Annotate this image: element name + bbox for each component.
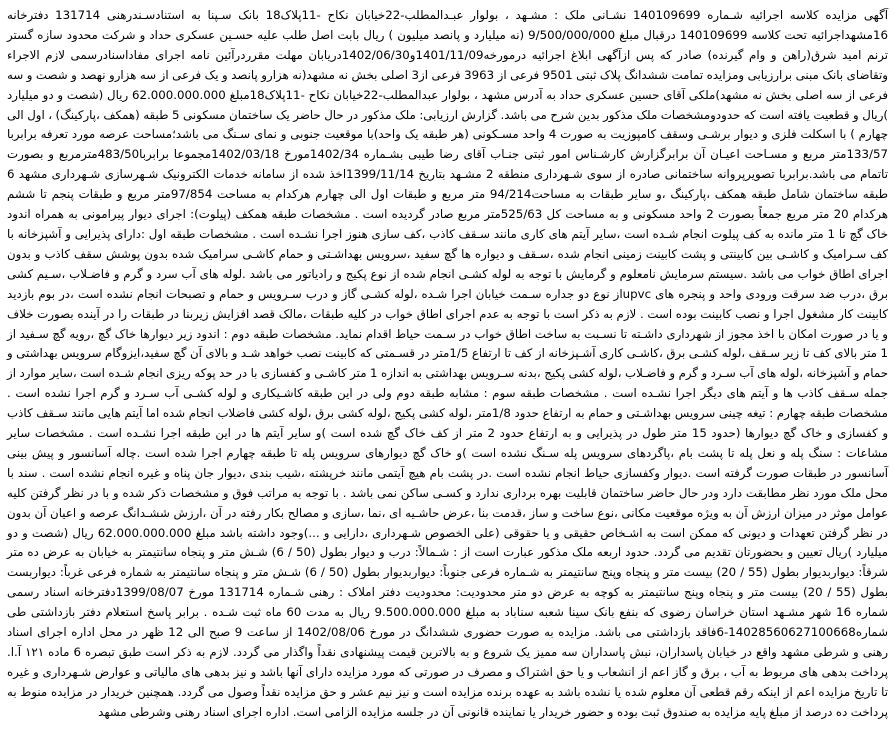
auction-notice-text: آگهی مزایده کلاسه اجرائیه شـماره 140109699 نشـانی ملک : مشـهد ، بولوار عبـدالمطلب-22خیابان نکاح -11پلاک18 بانک سـپنا به استنادسـندرهنی 131714 دفترخانه 16مشهداجرائیه تحت کلاسه 140109699 درقبال مبلغ 9/500/000/000 (نه میلیارد و پانصد میلیون ) ریال بابت اصل طلب علیه حسـین عسکری حداد و شرکت محدود سازه گستر ترنم امید شرق(راهن و وام گیرنده) صادر که پس ازآگهی ابلاغ اجرائیه درمورخه1401/11/09و1402/06/30دریابان مهلت مقرردرآئین نامه اجرای مفاداسنادرسمی لازم الاجراء وتقاضای بانک مبنی برارزیابی ومزایده تمامت ششدانگ پلاک ثبتی 9501 فرعی از 3963 فرعی از3 اصلی بخش نه مشهد(نه هزارو پانصد و یک فرعی از سه هزارو نهصد و شصت و سه فرعی از سه اصلی بخش نه مشهد)ملکی آقای حسین عسکری حداد به آدرس مشهد ، بولوار عبدالمطلب-22خیابان نکاح -11پلاک18مبلغ 62.000.000.000 ریال (شصت و دو میلیارد )ریال و قطعیت یافته است که حدودومشخصات ملک مذکور بدین شرح می باشد. گزارش ارزیابی: ملک مذکور در حال حاضر یک ساختمان مسکونی 5 طبقه (همکف ،پارکینگ) ، اول الی چهارم ) با اسکلت فلزی و دیوار برشـی وسقف کامپوزیت به صورت 4 واحد مسـکونی (هر طبقه یک واحد)با موقعیت جنوبی و نمای سـنگ می باشد؛مساحت عرصه مورد تعرفه برابربا 133/57متر مربع و مسـاحت اعیـان آن برابرگزارش کارشـناس امور ثبتی جنـاب آقای رضا طیبی بشـماره 1402/34مورخ 1402/03/18مجموعا برابربا483/50مترمربع و بصورت تاتمام می باشد.برابربا تصویرپروانه ساختمانی صادره از سوی شـهرداری منطقه 2 مشـهد بتاریخ 1399/11/14اخذ شده از سامانه خدمات الکترونیک شـهرسازی شـهرداری مشهد 6 طبقه ساختمان شامل طبقه همکف ،پارکینگ ،و سایر طبقات به مساحت94/214 متر مربع و طبقات اول الی چهارم هرکدام به مساحت 97/854متر مربع و طبقات پنجم تا ششم هرکدام 20 متر مربع جمعاً بصورت 2 واحد مسکونی و به مساحت کل 525/63متر مربع صادر گردیده است . مشخصات طبقه همکف (پیلوت): اجرای دیوار پیرامونی به همراه اندود خاک گچ تا 1 متر مانده به کف پیلوت انجام شـده است ،سایر آیتم های کاری مانند سـقف کاذب ،کف سازی هنوز اجرا نشـده است . مشخصات طبقه اول :دارای پذیرایی و آشپزخانه با کف سـرامیک و کاشـی بین کابینتی و پشت کابینت زمینی انجام شده ،سـقف و دیواره ها گچ سفید ،سرویس بهداشـتی و حمام کاشـی سرامیک شده بدون پوشش سقف کاذب و بدون اجرای اطاق خواب می باشد .سیستم سرمایش نامعلوم و گرمایش با توجه به لوله کشـی انجام شده از نوع پکیج و رادیاتور می باشد .لوله های آب سرد و گرم و فاضـلاب ،سـیم کشی برق ،درب ضد سرقت ورودی واحد و پنجره های upvcاز نوع دو جداره سـمت خیابان اجرا شـده ،لوله کشـی گاز و درب سـرویس و حمام و تصبحات انجام نشده است ،در بوم بازدید کابینت کار مشغول اجرا و نصب کابینت بوده است . لازم به ذکر است با توجه به عدم اجرای اطاق خواب در کلیه طبقات ،مالک قصد افزایش زیربنا در طبقات را در آینده بصورت خلاف و یا در صورت امکان با اخذ مجوز از شهرداری داشـته تا نسـبت به ساخت اطاق خواب در سـمت حیاط اقدام نماید. مشخصات طبقه دوم : اندود زیر دیوارها خاک گچ ،رویه گچ سـفید از 1 متر بالای کف تا زیر سـقف ،لوله کشـی برق ،کاشـی کاری آشـپزخانه از کف تا ارتفاع 1/5متر در قسـمتی که کابینت نصب خواهد شـد و بالای آن گچ سفید،ایزوگام سرویس بهداشتی و حمام و آشپزخانه ،لوله های آب سـرد و گرم و فاضـلاب ،لوله کشی پکیج ،بدنه سـرویس بهداشتی به اندازه 1 متر کاشـی و کفسازی با در حد پوکه ریزی انجام شـده است ،سایر موارد از جمله سـقف کاذب ها و آیتم های دیگر اجرا نشـده است . مشخصات طبقه سوم : مشابه طبقه دوم ولی در این طبقه کاشـیکاری و لوله کشـی آب سـرد و گرم اجرا نشده است . مشخصات طبقه چهارم : تیغه چینی سرویس بهداشـتی و حمام به ارتفاع حدود 1/8متر ،لوله کشی پکیج ،لوله کشی برق ،لوله کشی فاضلاب انجام شده اما آیتم هایی مانند سـقف کاذب و کفسازی و خاک گچ دیوارها (حدود 15 متر طول در پذیرایی و به ارتفاع حدود 2 متر از کف خاک گچ شده است )و سایر آیتم ها در این طبقه اجرا نشـده است . مشخصات سایر مشاعات : سنگ پله و نعل پله تا پشت بام ،پاگردهای سرویس پله سـنگ نشده است )و خاک گچ دیوارهای سرویس پله تا طبقه چهارم اجرا شده است .چاله آسانسور و پیش بینی آسانسور در طبقات صورت گرفته است .دیوار وکفسازی حیاط انجام نشده است .در پشت بام هیچ آیتمی مانند خرپشته ،شیب بندی ،دیوار جان پناه و غیره انجام نشده است . سند با محل ملک مورد نظر مطابقت دارد ودر حال حاضر ساختمان قابلیت بهره برداری ندارد و کسـی ساکن نمی باشد . با توجه به مراتب فوق و مشخصات ذکر شده و با در نظر گرفتن کلیه عوامل موثر در میزان ارزش آن به ویژه موقعیت مکانی ،نوع ساخت و ساز ،قدمت بنا ،عرض حاشـیه ای ،نما ،سازی و مصالح بکار رفته در آن ،ارزش ششـدانگ عرصه و اعیان آن بدون در نظر گرفتن تعهدات و دیونی که ممکن است به اشـخاص حقیقی و یا حقوقی (علی الخصوص شـهرداری ،دارایی و ...)وجود داشته باشد مبلغ 62.000.000.000 ریال (شصت و دو میلیارد )ریال تعیین و بحضورتان تقدیم می گردد. حدود اربعه ملک مذکور عبارت است از : شـمالاً: درب و دیوار بطول (50 / 6) شـش متر و پنجاه سانتیمتر به خیابان به عرض ده متر شرقاً: دیواربدیوار بطول (55 / 20) بیست متر و پنجاه وپنج سانتیمتر به شـماره فرعی جنوباً: دیواربدیوار بطول (50 / 6) شـش متر و پنجاه سانتیمتر به شماره فرعی غرباً: دیواربست بطول (55 / 20) بیست متر و پنجاه وپنج سانتیمتر به کوچه به عرض دو متر محدودیت: محدودیت دفتر املاک : رهنی شـماره 131714 مورخ 1399/08/07دفترخانه اسناد رسمی شماره 16 شهر مشـهد استان خراسان رضوی که بنفع بانک سینا شعبه سناباد به مبلغ 9.500.000.000 ریال به مدت 60 ماه ثبت شـده . برابر پاسخ استعلام دفتر بازداشتی طی شماره14028560627100668-6فاقد بازداشتی می باشد. مزایده به صورت حضوری ششدانگ در مورخ 1402/08/06 از ساعت 9 صبح الی 12 ظهر در محل اداره اجرای اسناد رهنی و شرطی مشهد واقع در خیابان پاسداران، نبش پاسداران سه ممیز یک شروع و به بالاترین قیمت پیشنهادی نقداً واگذار می گردد. لازم به ذکر است طبق تبصره 6 ماده ۱۲۱ آ.ا. پرداخت بدهی های مربوط به آب ، برق و گاز اعم از انشعاب و یا حق اشتراک و مصرف در صورتی که مورد مزایده دارای آنها باشد و نیز بدهی های مالیاتی و عوارض شـهرداری و غیره تا تاریخ مزایده اعم از اینکه رقم قطعی آن معلوم شده یا نشده باشد به عهده برنده مزایده است و نیز نیم عشر و حق مزایده نقداً وصول می گردد. همچنین خریدار در مزایده منوط به پرداخت ده درصد از مبلغ پایه مزایده به صندوق ثبت بوده و حضور خریدار یا نماینده قانونی آن در جلسه مزایده الزامی است. اداره اجرای اسناد رهنی وشرطی مشهد [7,8,889,719]
